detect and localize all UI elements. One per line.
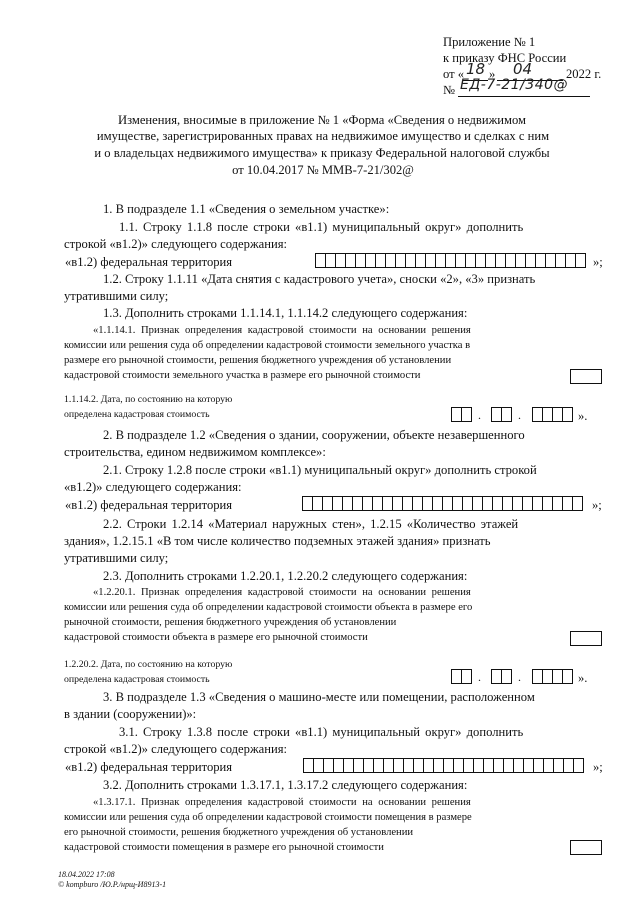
section-2-2-line-2: здания», 1.2.15.1 «В том числе количество подземных этажей здания» признать [64,534,491,548]
quote-2-line-2: определена кадастровая стоимость [64,409,210,420]
quote-1-line-1: «1.1.14.1. Признак определения кадастровой стоимости на основании решения [93,325,471,336]
section-2-1-line-1: 2.1. Строку 1.2.8 после строки «в1.1) муниципальный округ» дополнить строкой [103,463,537,477]
quote-end-1: ». [578,409,588,423]
date-dot: . [478,670,481,684]
section-2-1-line-2: «в1.2)» следующего содержания: [64,480,242,494]
date-day-cells-1[interactable] [451,407,471,422]
section-1-2-line-1: 1.2. Строку 1.1.11 «Дата снятия с кадастрового учета», сноски «2», «3» признать [103,272,536,286]
footer-stamp-user: © kompburo /Ю.Р./нрщ-И8913-1 [58,880,167,889]
section-3-line-1: 3. В подразделе 1.3 «Сведения о машино-месте или помещении, расположенном [103,690,535,704]
row-end-3: »; [593,760,603,774]
quote-5-line-4: кадастровой стоимости помещения в размере его рыночной стоимости [64,842,384,853]
federal-territory-row-1: «в1.2) федеральная территория [65,255,233,269]
quote-3-line-4: кадастровой стоимости объекта в размере его рыночной стоимости [64,632,368,643]
quote-5-line-1: «1.3.17.1. Признак определения кадастровой стоимости на основании решения [93,797,471,808]
quote-1-line-2: комиссии или решения суда об определении кадастровой стоимости земельного участка в [64,340,471,351]
date-dot: . [518,408,521,422]
title-line-3: и о владельцах недвижимого имущества» к приказу Федеральной налоговой службы [94,146,550,160]
quote-3-line-3: рыночной стоимости, решения бюджетного учреждения об установлении [64,617,397,628]
appendix-date-close: » [489,67,496,81]
appendix-title: Приложение № 1 [443,35,536,49]
federal-territory-cells-3[interactable] [303,758,583,773]
section-1-1-line-1: 1.1. Строку 1.1.8 после строки «в1.1) муниципальный округ» дополнить [119,220,524,234]
footer-stamp-time: 18.04.2022 17:08 [58,870,115,879]
row-end-1: »; [593,255,603,269]
quote-3-line-2: комиссии или решения суда об определении кадастровой стоимости объекта в размере его [64,602,473,613]
appendix-date-year: 2022 г. [566,67,602,81]
date-dot: . [478,408,481,422]
quote-2-line-1: 1.1.14.2. Дата, по состоянию на которую [64,394,233,405]
federal-territory-cells-2[interactable] [302,496,582,511]
section-3-1-line-1: 3.1. Строку 1.3.8 после строки «в1.1) муниципальный округ» дополнить [119,725,524,739]
quote-5-line-2: комиссии или решения суда об определении кадастровой стоимости помещения в размере [64,812,472,823]
title-line-2: имуществе, зарегистрированных правах на недвижимое имущество и сделках с ним [96,129,550,143]
appendix-date-prefix: от « [443,67,465,81]
row-end-2: »; [592,498,602,512]
quote-5-line-3: его рыночной стоимости, решения бюджетного учреждения об установлении [64,827,414,838]
date-day-cells-2[interactable] [451,669,471,684]
title-line-4: от 10.04.2017 № ММВ-7-21/302@ [232,163,414,177]
cadastral-sign-box-1[interactable] [570,369,602,384]
section-2-2-line-1: 2.2. Строки 1.2.14 «Материал наружных стен», 1.2.15 «Количество этажей [103,517,519,531]
section-1-heading: 1. В подразделе 1.1 «Сведения о земельном участке»: [103,202,390,216]
section-1-3: 1.3. Дополнить строками 1.1.14.1, 1.1.14.2 следующего содержания: [103,306,468,320]
date-month-cells-1[interactable] [491,407,511,422]
quote-4-line-1: 1.2.20.2. Дата, по состоянию на которую [64,659,233,670]
date-year-cells-2[interactable] [532,669,572,684]
date-dot: . [518,670,521,684]
appendix-date-month: 04 [513,60,533,78]
cadastral-sign-box-2[interactable] [570,631,602,646]
federal-territory-row-2: «в1.2) федеральная территория [65,498,233,512]
appendix-number-value: ЕД-7-21/340@ [460,77,569,93]
appendix-number-prefix: № [443,83,456,97]
section-2-2-line-3: утратившими силу; [64,551,169,565]
quote-3-line-1: «1.2.20.1. Признак определения кадастровой стоимости на основании решения [93,587,471,598]
cadastral-sign-box-3[interactable] [570,840,602,855]
date-year-cells-1[interactable] [532,407,572,422]
section-2-line-2: строительства, едином недвижимом комплексе»: [64,445,326,459]
quote-4-line-2: определена кадастровая стоимость [64,674,210,685]
section-2-3: 2.3. Дополнить строками 1.2.20.1, 1.2.20.2 следующего содержания: [103,569,468,583]
number-underline [458,96,590,97]
section-2-line-1: 2. В подразделе 1.2 «Сведения о здании, сооружении, объекте незавершенного [103,428,525,442]
appendix-date-day: 18 [466,60,486,78]
quote-end-2: ». [578,671,588,685]
quote-1-line-3: размере его рыночной стоимости, решения бюджетного учреждения об установлении [64,355,452,366]
appendix-order-ref: к приказу ФНС России [443,51,567,65]
date-month-cells-2[interactable] [491,669,511,684]
quote-1-line-4: кадастровой стоимости земельного участка в размере его рыночной стоимости [64,370,421,381]
section-3-1-line-2: строкой «в1.2)» следующего содержания: [64,742,288,756]
federal-territory-cells-1[interactable] [315,253,585,268]
federal-territory-row-3: «в1.2) федеральная территория [65,760,233,774]
title-line-1: Изменения, вносимые в приложение № 1 «Форма «Сведения о недвижимом [117,113,527,127]
section-1-1-line-2: строкой «в1.2)» следующего содержания: [64,237,288,251]
section-1-2-line-2: утратившими силу; [64,289,169,303]
section-3-line-2: в здании (сооружении)»: [64,707,197,721]
section-3-2: 3.2. Дополнить строками 1.3.17.1, 1.3.17.2 следующего содержания: [103,778,468,792]
